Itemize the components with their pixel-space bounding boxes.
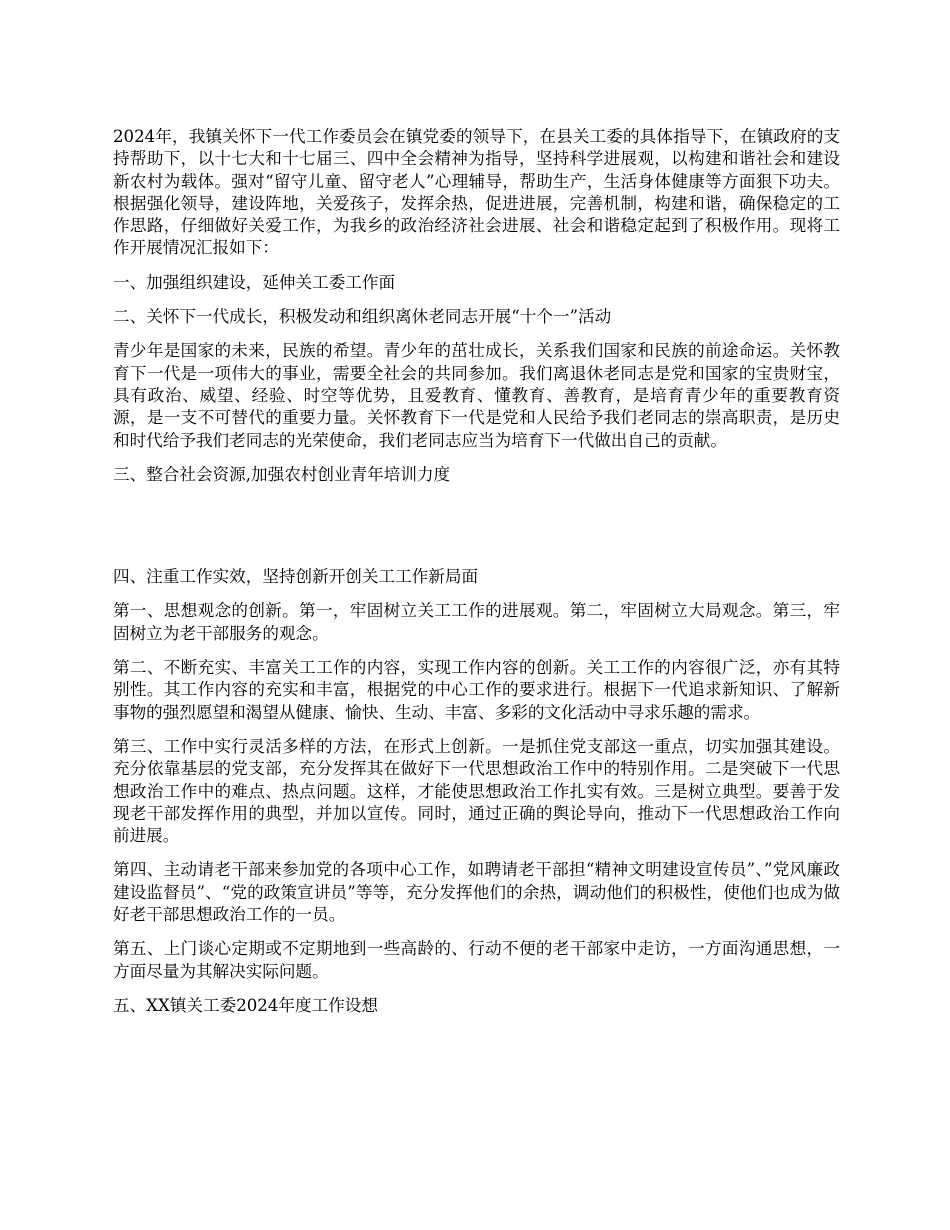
document-body [113, 126, 840, 1017]
item-fourth-paragraph: 第四、主动请老干部来参加党的各项中心工作，如聘请老干部担“精神文明建设宣传员”、”党风廉政建设监督员”、“党的政策宣讲员”等等，充分发挥他们的余热，调动他们的积极性，使他们也成为做好老干部思想政治工作的一员。 [113, 860, 840, 925]
intro-paragraph: 2024年，我镇关怀下一代工作委员会在镇党委的领导下，在县关工委的具体指导下，在镇政府的支持帮助下，以十七大和十七届三、四中全会精神为指导，坚持科学进展观，以构建和谐社会和建设新农村为载体。强对“留守儿童、留守老人”心理辅导，帮助生产，生活身体健康等方面狠下功夫。根据强化领导，建设阵地，关爱孩子，发挥余热，促进进展，完善机制，构建和谐，确保稳定的工作思路，仔细做好关爱工作，为我乡的政治经济社会进展、社会和谐稳定起到了积极作用。现将工作开展情况汇报如下： [113, 127, 840, 258]
item-first-paragraph: 第一、思想观念的创新。第一，牢固树立关工工作的进展观。第二，牢固树立大局观念。第三，牢固树立为老干部服务的观念。 [113, 601, 840, 643]
section-heading-5: 五、XX镇关工委2024年度工作设想 [113, 995, 378, 1015]
section-heading-4: 四、注重工作实效，坚持创新开创关工工作新局面 [113, 567, 479, 587]
item-second-paragraph: 第二、不断充实、丰富关工工作的内容，实现工作内容的创新。关工工作的内容很广泛，亦有其特别性。其工作内容的充实和丰富，根据党的中心工作的要求进行。根据下一代追求新知识、了解新事物的强烈愿望和渴望从健康、愉快、生动、丰富、多彩的文化活动中寻求乐趣的需求。 [113, 658, 840, 722]
section-heading-3: 三、整合社会资源,加强农村创业青年培训力度 [113, 464, 451, 484]
item-third-paragraph: 第三、工作中实行灵活多样的方法，在形式上创新。一是抓住党支部这一重点，切实加强其建设。充分依靠基层的党支部，充分发挥其在做好下一代思想政治工作中的特别作用。二是突破下一代思想政治工作中的难点、热点问题。这样，才能使思想政治工作扎实有效。三是树立典型。要善于发现老干部发挥作用的典型，并加以宣传。同时，通过正确的舆论导向，推动下一代思想政治工作向前进展。 [113, 736, 840, 846]
item-fifth-paragraph: 第五、上门谈心定期或不定期地到一些高龄的、行动不便的老干部家中走访，一方面沟通思想，一方面尽量为其解决实际问题。 [113, 939, 840, 981]
section-heading-2: 二、关怀下一代成长，积极发动和组织离休老同志开展“十个一”活动 [113, 307, 612, 327]
youth-paragraph: 青少年是国家的未来，民族的希望。青少年的茁壮成长，关系我们国家和民族的前途命运。关怀教育下一代是一项伟大的事业，需要全社会的共同参加。我们离退休老同志是党和国家的宝贵财宝，具有政治、威望、经验、时空等优势，且爱教育、懂教育、善教育，是培育青少年的重要教育资源，是一支不可替代的重要力量。关怀教育下一代是党和人民给予我们老同志的崇高职责，是历史和时代给予我们老同志的光荣使命，我们老同志应当为培育下一代做出自己的贡献。 [113, 341, 840, 450]
section-heading-1: 一、加强组织建设，延伸关工委工作面 [113, 272, 396, 292]
